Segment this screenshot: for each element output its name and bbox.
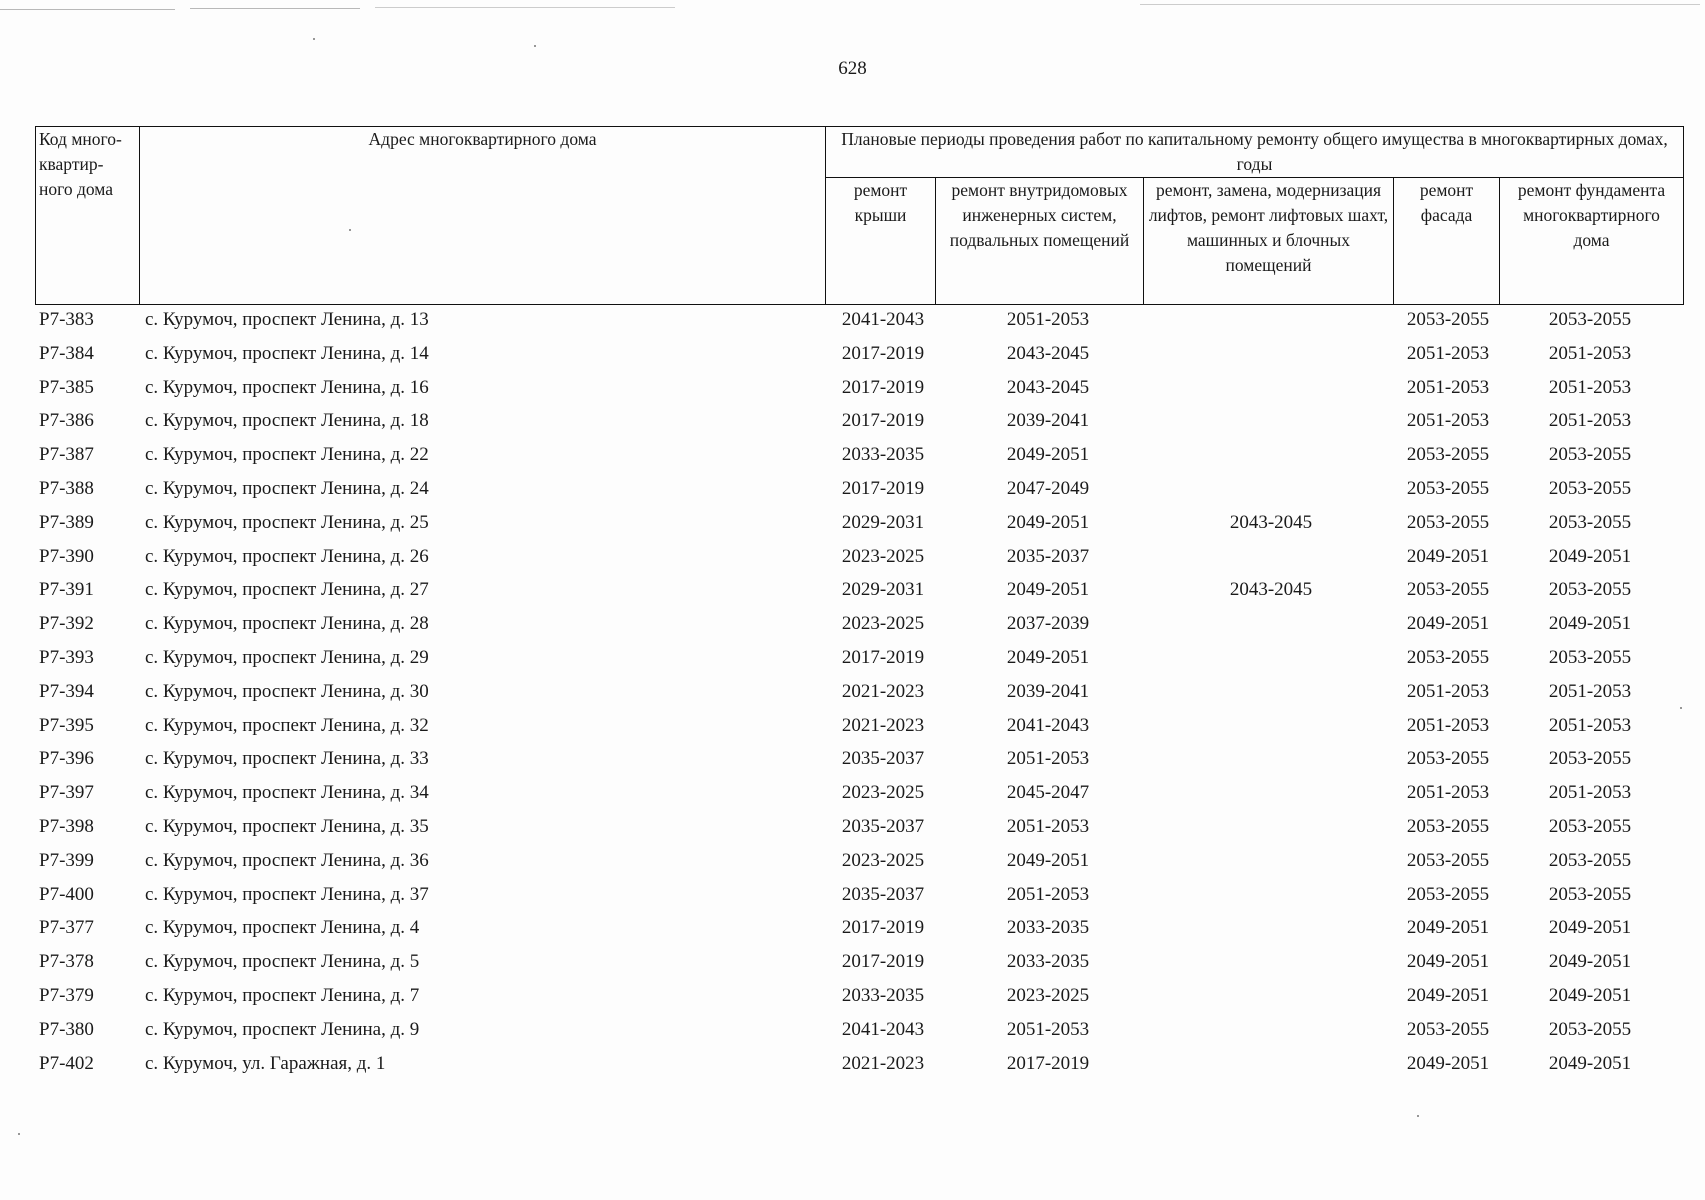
cell-roof: 2017-2019 (841, 646, 925, 668)
cell-facade: 2049-2051 (1406, 545, 1490, 567)
cell-facade: 2053-2055 (1406, 309, 1490, 330)
table-row (35, 748, 1683, 782)
cell-address: с. Курумоч, проспект Ленина, д. 35 (145, 815, 429, 837)
cell-code: Р7-380 (39, 1018, 94, 1040)
cell-systems: 2017-2019 (1006, 1052, 1090, 1074)
cell-foundation: 2053-2055 (1548, 579, 1632, 601)
cell-roof: 2023-2025 (841, 849, 925, 871)
cell-systems: 2043-2045 (1006, 376, 1090, 398)
cell-systems: 2035-2037 (1006, 545, 1090, 567)
cell-foundation: 2051-2053 (1548, 410, 1632, 432)
cell-roof: 2035-2037 (841, 883, 925, 905)
table-row (35, 309, 1683, 343)
cell-roof: 2035-2037 (841, 815, 925, 837)
cell-facade: 2051-2053 (1406, 410, 1490, 432)
cell-facade: 2053-2055 (1406, 511, 1490, 533)
cell-systems: 2049-2051 (1006, 444, 1090, 466)
cell-facade: 2053-2055 (1406, 748, 1490, 770)
header-foundation: ремонт фундамента многоквартирного дома (1500, 178, 1684, 305)
cell-systems: 2051-2053 (1006, 815, 1090, 837)
cell-foundation: 2051-2053 (1548, 680, 1632, 702)
cell-address: с. Курумоч, проспект Ленина, д. 33 (145, 748, 429, 770)
cell-foundation: 2049-2051 (1548, 951, 1632, 973)
scan-speck (313, 38, 315, 40)
cell-facade: 2051-2053 (1406, 342, 1490, 364)
cell-roof: 2021-2023 (841, 714, 925, 736)
cell-facade: 2053-2055 (1406, 1018, 1490, 1040)
cell-roof: 2017-2019 (841, 917, 925, 939)
table-row (35, 444, 1683, 478)
cell-code: Р7-399 (39, 849, 94, 871)
table-body (35, 309, 1683, 1086)
cell-systems: 2039-2041 (1006, 680, 1090, 702)
cell-foundation: 2049-2051 (1548, 984, 1632, 1006)
cell-systems: 2037-2039 (1006, 613, 1090, 635)
table-row (35, 850, 1683, 884)
cell-roof: 2017-2019 (841, 342, 925, 364)
table-row (35, 478, 1683, 512)
cell-address: с. Курумоч, проспект Ленина, д. 30 (145, 680, 429, 702)
cell-facade: 2053-2055 (1406, 477, 1490, 499)
cell-code: Р7-386 (39, 410, 94, 432)
cell-code: Р7-387 (39, 444, 94, 466)
header-periods-group: Плановые периоды проведения работ по капитальному ремонту общего имущества в многоквартирных домах, годы (826, 127, 1684, 178)
cell-systems: 2033-2035 (1006, 951, 1090, 973)
cell-facade: 2049-2051 (1406, 613, 1490, 635)
cell-facade: 2049-2051 (1406, 1052, 1490, 1074)
cell-systems: 2023-2025 (1006, 984, 1090, 1006)
cell-code: Р7-393 (39, 646, 94, 668)
scan-edge-line (1140, 4, 1700, 5)
cell-facade: 2053-2055 (1406, 815, 1490, 837)
cell-address: с. Курумоч, проспект Ленина, д. 25 (145, 511, 429, 533)
page-number: 628 (838, 58, 867, 79)
cell-facade: 2049-2051 (1406, 917, 1490, 939)
cell-systems: 2051-2053 (1006, 309, 1090, 330)
cell-code: Р7-391 (39, 579, 94, 601)
cell-systems: 2051-2053 (1006, 748, 1090, 770)
cell-address: с. Курумоч, проспект Ленина, д. 4 (145, 917, 420, 939)
cell-address: с. Курумоч, проспект Ленина, д. 18 (145, 410, 429, 432)
scan-speck (18, 1133, 20, 1135)
cell-foundation: 2051-2053 (1548, 342, 1632, 364)
cell-facade: 2053-2055 (1406, 444, 1490, 466)
cell-foundation: 2053-2055 (1548, 815, 1632, 837)
cell-systems: 2041-2043 (1006, 714, 1090, 736)
cell-foundation: 2051-2053 (1548, 714, 1632, 736)
cell-code: Р7-377 (39, 917, 94, 939)
cell-address: с. Курумоч, проспект Ленина, д. 36 (145, 849, 429, 871)
cell-roof: 2029-2031 (841, 579, 925, 601)
cell-roof: 2041-2043 (841, 1018, 925, 1040)
header-lifts: ремонт, замена, модернизация лифтов, ремонт лифтовых шахт, машинных и блочных помещений (1144, 178, 1394, 305)
cell-address: с. Курумоч, проспект Ленина, д. 13 (145, 309, 429, 330)
cell-code: Р7-383 (39, 309, 94, 330)
header-code: Код много-квартир-ного дома (36, 127, 140, 305)
cell-address: с. Курумоч, проспект Ленина, д. 24 (145, 477, 429, 499)
cell-code: Р7-400 (39, 883, 94, 905)
table-row (35, 917, 1683, 951)
table-row (35, 951, 1683, 985)
cell-roof: 2017-2019 (841, 376, 925, 398)
cell-code: Р7-385 (39, 376, 94, 398)
cell-code: Р7-402 (39, 1052, 94, 1074)
cell-code: Р7-398 (39, 815, 94, 837)
cell-systems: 2033-2035 (1006, 917, 1090, 939)
scan-speck (1417, 1115, 1419, 1117)
cell-foundation: 2053-2055 (1548, 477, 1632, 499)
table-row (35, 715, 1683, 749)
table-row (35, 782, 1683, 816)
cell-roof: 2021-2023 (841, 1052, 925, 1074)
cell-foundation: 2053-2055 (1548, 883, 1632, 905)
cell-roof: 2023-2025 (841, 545, 925, 567)
table-row (35, 681, 1683, 715)
cell-foundation: 2049-2051 (1548, 917, 1632, 939)
cell-address: с. Курумоч, ул. Гаражная, д. 1 (145, 1052, 386, 1074)
cell-address: с. Курумоч, проспект Ленина, д. 37 (145, 883, 429, 905)
header-roof: ремонт крыши (826, 178, 936, 305)
cell-roof: 2021-2023 (841, 680, 925, 702)
cell-foundation: 2053-2055 (1548, 849, 1632, 871)
cell-roof: 2035-2037 (841, 748, 925, 770)
scan-speck (534, 45, 536, 47)
table-row (35, 1053, 1683, 1087)
cell-facade: 2053-2055 (1406, 579, 1490, 601)
table-row (35, 579, 1683, 613)
header-facade: ремонт фасада (1394, 178, 1500, 305)
cell-systems: 2049-2051 (1006, 579, 1090, 601)
table-row (35, 1019, 1683, 1053)
cell-roof: 2017-2019 (841, 410, 925, 432)
cell-systems: 2039-2041 (1006, 410, 1090, 432)
cell-address: с. Курумоч, проспект Ленина, д. 27 (145, 579, 429, 601)
cell-facade: 2049-2051 (1406, 951, 1490, 973)
cell-roof: 2029-2031 (841, 511, 925, 533)
cell-roof: 2033-2035 (841, 984, 925, 1006)
cell-foundation: 2049-2051 (1548, 1052, 1632, 1074)
scan-edge-line (0, 9, 175, 10)
cell-address: с. Курумоч, проспект Ленина, д. 5 (145, 951, 420, 973)
cell-systems: 2049-2051 (1006, 511, 1090, 533)
table-row (35, 647, 1683, 681)
cell-facade: 2053-2055 (1406, 646, 1490, 668)
cell-foundation: 2053-2055 (1548, 748, 1632, 770)
cell-code: Р7-389 (39, 511, 94, 533)
cell-systems: 2051-2053 (1006, 1018, 1090, 1040)
cell-address: с. Курумоч, проспект Ленина, д. 28 (145, 613, 429, 635)
header-address: Адрес многоквартирного дома (140, 127, 826, 305)
cell-address: с. Курумоч, проспект Ленина, д. 32 (145, 714, 429, 736)
cell-code: Р7-390 (39, 545, 94, 567)
scan-edge-line (190, 8, 360, 9)
cell-address: с. Курумоч, проспект Ленина, д. 9 (145, 1018, 420, 1040)
cell-facade: 2053-2055 (1406, 883, 1490, 905)
table-row (35, 816, 1683, 850)
cell-code: Р7-388 (39, 477, 94, 499)
cell-systems: 2049-2051 (1006, 849, 1090, 871)
cell-foundation: 2053-2055 (1548, 444, 1632, 466)
cell-address: с. Курумоч, проспект Ленина, д. 34 (145, 782, 429, 804)
table-row (35, 512, 1683, 546)
cell-address: с. Курумоч, проспект Ленина, д. 16 (145, 376, 429, 398)
scan-edge-line (375, 7, 675, 8)
cell-roof: 2023-2025 (841, 613, 925, 635)
cell-facade: 2051-2053 (1406, 376, 1490, 398)
cell-address: с. Курумоч, проспект Ленина, д. 26 (145, 545, 429, 567)
cell-systems: 2049-2051 (1006, 646, 1090, 668)
cell-facade: 2049-2051 (1406, 984, 1490, 1006)
table-row (35, 546, 1683, 580)
cell-address: с. Курумоч, проспект Ленина, д. 7 (145, 984, 420, 1006)
cell-facade: 2051-2053 (1406, 680, 1490, 702)
cell-foundation: 2053-2055 (1548, 1018, 1632, 1040)
cell-roof: 2017-2019 (841, 477, 925, 499)
cell-facade: 2051-2053 (1406, 714, 1490, 736)
cell-foundation: 2051-2053 (1548, 376, 1632, 398)
cell-foundation: 2051-2053 (1548, 782, 1632, 804)
cell-roof: 2023-2025 (841, 782, 925, 804)
cell-facade: 2053-2055 (1406, 849, 1490, 871)
table-row (35, 884, 1683, 918)
cell-facade: 2051-2053 (1406, 782, 1490, 804)
cell-code: Р7-384 (39, 342, 94, 364)
cell-address: с. Курумоч, проспект Ленина, д. 14 (145, 342, 429, 364)
cell-systems: 2051-2053 (1006, 883, 1090, 905)
header-systems: ремонт внутридомовых инженерных систем, подвальных помещений (936, 178, 1144, 305)
cell-code: Р7-394 (39, 680, 94, 702)
table-header (35, 126, 1684, 305)
cell-roof: 2017-2019 (841, 951, 925, 973)
cell-code: Р7-395 (39, 714, 94, 736)
cell-code: Р7-378 (39, 951, 94, 973)
cell-roof: 2033-2035 (841, 444, 925, 466)
cell-systems: 2043-2045 (1006, 342, 1090, 364)
cell-foundation: 2049-2051 (1548, 545, 1632, 567)
cell-lifts: 2043-2045 (1229, 511, 1313, 533)
table-row (35, 613, 1683, 647)
cell-lifts: 2043-2045 (1229, 579, 1313, 601)
cell-address: с. Курумоч, проспект Ленина, д. 22 (145, 444, 429, 466)
cell-systems: 2045-2047 (1006, 782, 1090, 804)
table-row (35, 410, 1683, 444)
table-row (35, 985, 1683, 1019)
cell-code: Р7-396 (39, 748, 94, 770)
cell-address: с. Курумоч, проспект Ленина, д. 29 (145, 646, 429, 668)
cell-foundation: 2053-2055 (1548, 309, 1632, 330)
cell-code: Р7-392 (39, 613, 94, 635)
table-row (35, 377, 1683, 411)
table-row (35, 343, 1683, 377)
cell-roof: 2041-2043 (841, 309, 925, 330)
cell-systems: 2047-2049 (1006, 477, 1090, 499)
cell-code: Р7-379 (39, 984, 94, 1006)
cell-foundation: 2053-2055 (1548, 646, 1632, 668)
cell-code: Р7-397 (39, 782, 94, 804)
cell-foundation: 2053-2055 (1548, 511, 1632, 533)
cell-foundation: 2049-2051 (1548, 613, 1632, 635)
